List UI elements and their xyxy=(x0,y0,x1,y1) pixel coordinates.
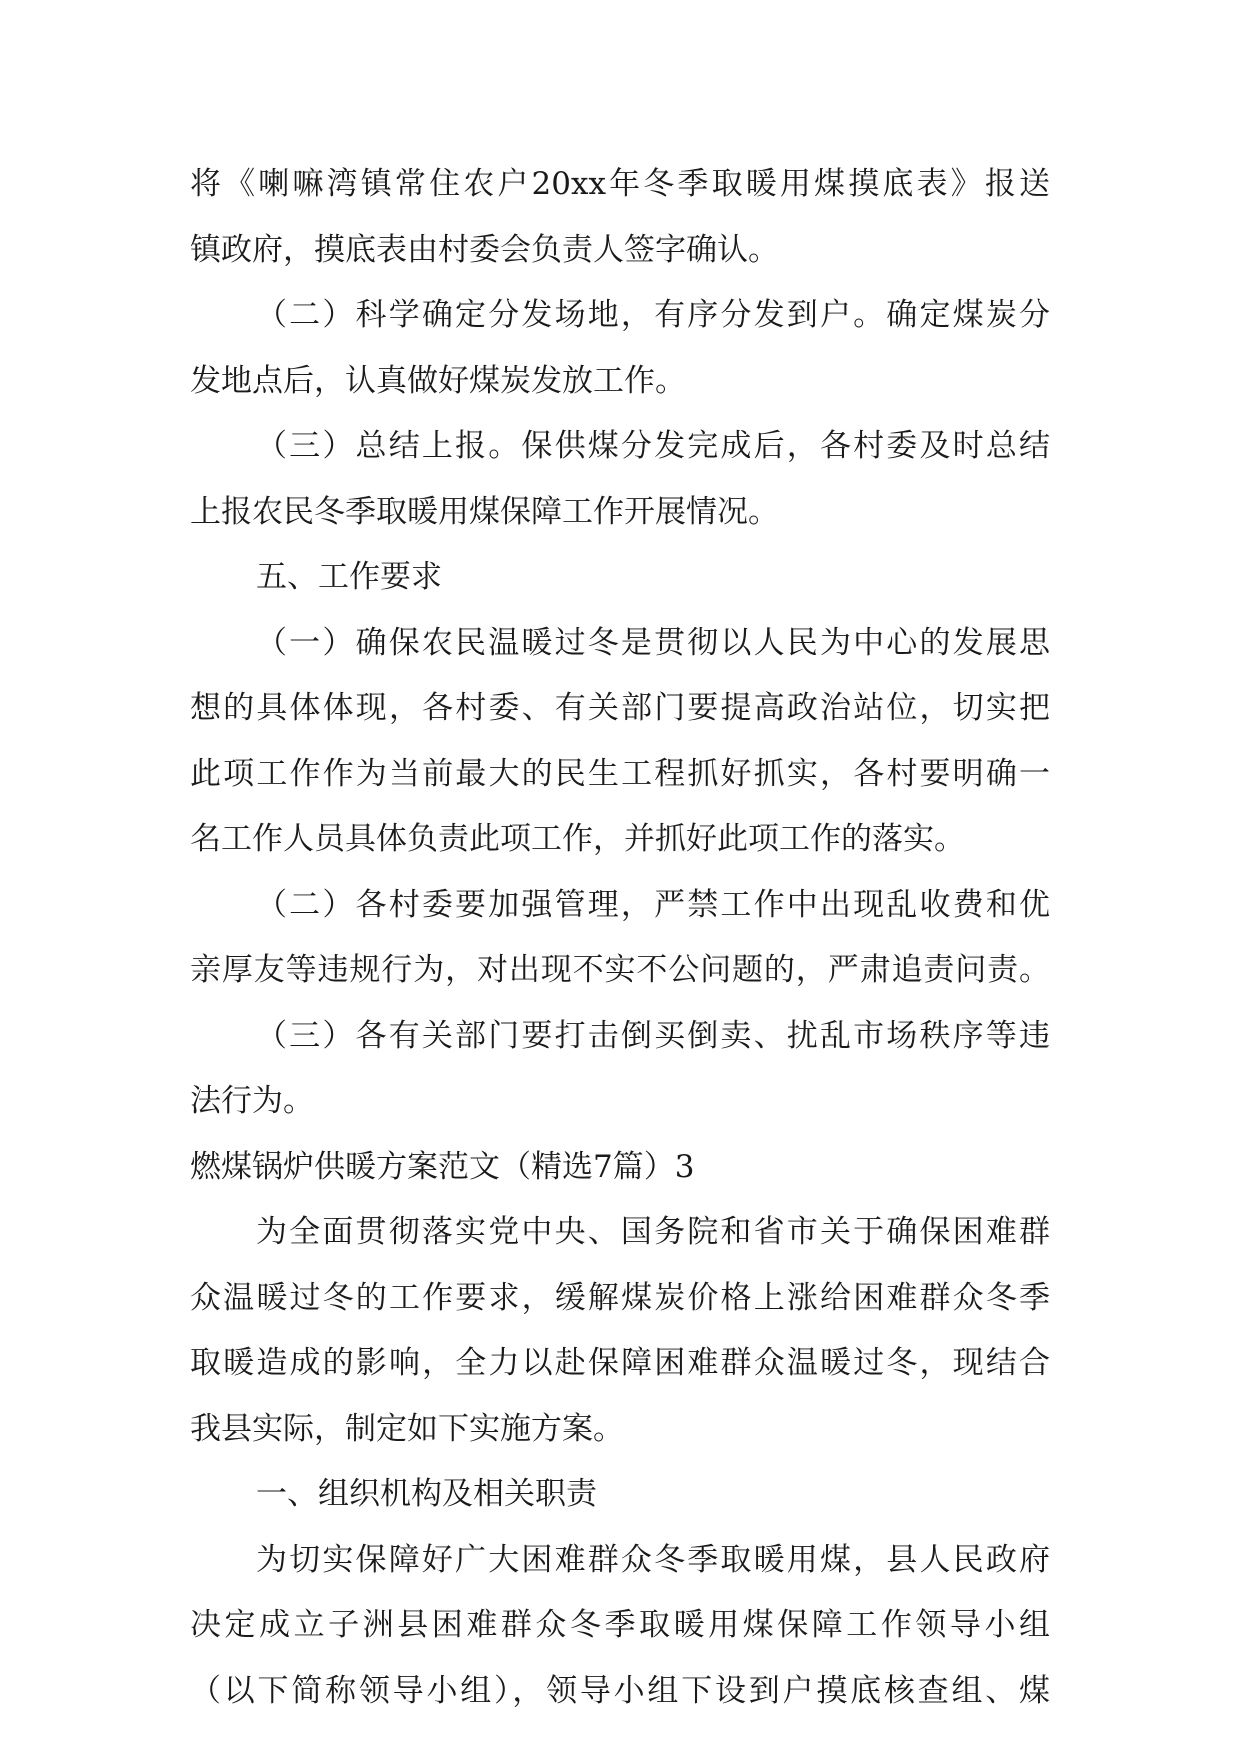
article-title: 燃煤锅炉供暖方案范文（精选7篇）3 xyxy=(190,1148,695,1185)
paragraph-line: （二）各村委要加强管理，严禁工作中出现乱收费和优 xyxy=(256,886,1050,923)
paragraph-line: （三）总结上报。保供煤分发完成后，各村委及时总结 xyxy=(256,428,1050,464)
paragraph-line: 为全面贯彻落实党中央、国务院和省市关于确保困难群 xyxy=(256,1214,1050,1250)
section-heading: 五、工作要求 xyxy=(256,559,442,595)
body-line: 上报农民冬季取暖用煤保障工作开展情况。 xyxy=(190,493,779,530)
paragraph-line: （二）科学确定分发场地，有序分发到户。确定煤炭分 xyxy=(256,297,1050,333)
body-line: 取暖造成的影响，全力以赴保障困难群众温暖过冬，现结合 xyxy=(190,1345,1050,1381)
body-line: 发地点后，认真做好煤炭发放工作。 xyxy=(190,362,686,399)
section-heading: 一、组织机构及相关职责 xyxy=(256,1476,597,1512)
body-line: 镇政府，摸底表由村委会负责人签字确认。 xyxy=(190,231,779,268)
paragraph-line: （一）确保农民温暖过冬是贯彻以人民为中心的发展思 xyxy=(256,624,1050,661)
paragraph-line: （三）各有关部门要打击倒买倒卖、扰乱市场秩序等违 xyxy=(256,1017,1050,1054)
body-line: 决定成立子洲县困难群众冬季取暖用煤保障工作领导小组 xyxy=(190,1607,1050,1643)
body-line: 此项工作作为当前最大的民生工程抓好抓实，各村要明确一 xyxy=(190,755,1050,792)
body-line: 将《喇嘛湾镇常住农户20xx年冬季取暖用煤摸底表》报送 xyxy=(190,166,1050,202)
body-line: 法行为。 xyxy=(190,1083,314,1119)
paragraph-line: 为切实保障好广大困难群众冬季取暖用煤，县人民政府 xyxy=(256,1541,1050,1578)
body-line: 众温暖过冬的工作要求，缓解煤炭价格上涨给困难群众冬季 xyxy=(190,1279,1050,1316)
body-line: 名工作人员具体负责此项工作，并抓好此项工作的落实。 xyxy=(190,821,965,857)
document-body xyxy=(190,152,1050,1724)
body-line: （以下简称领导小组），领导小组下设到户摸底核查组、煤 xyxy=(190,1672,1050,1709)
body-line: 亲厚友等违规行为，对出现不实不公问题的，严肃追责问责。 xyxy=(190,952,1050,988)
body-line: 我县实际，制定如下实施方案。 xyxy=(190,1410,624,1447)
body-line: 想的具体体现，各村委、有关部门要提高政治站位，切实把 xyxy=(190,690,1050,726)
